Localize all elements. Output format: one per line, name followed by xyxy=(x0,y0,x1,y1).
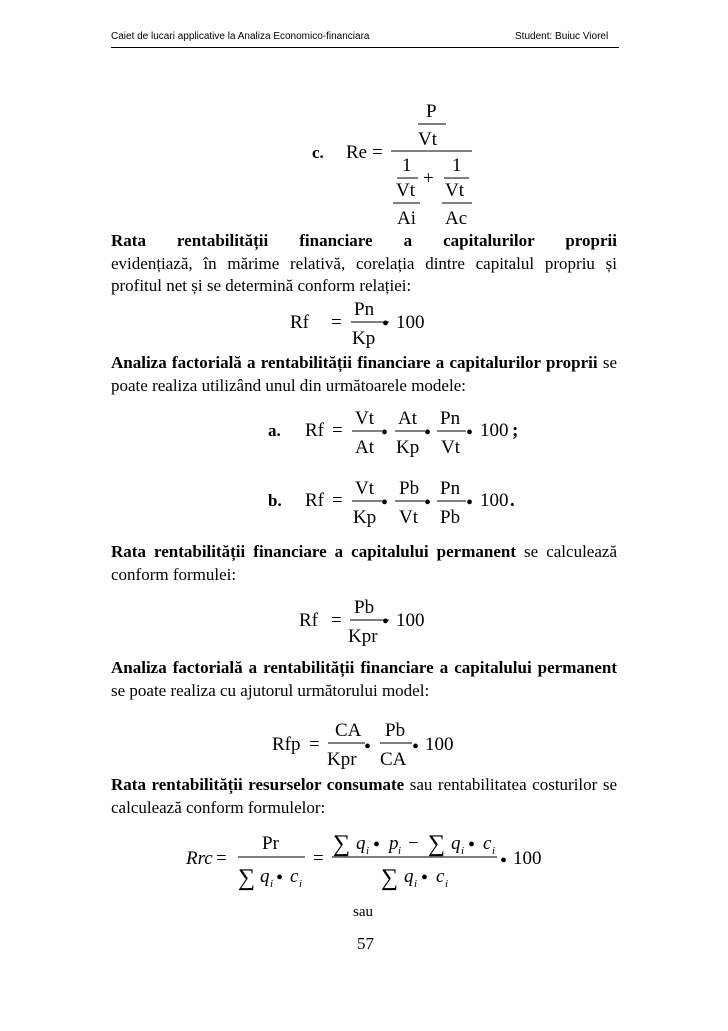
bullet: • xyxy=(424,422,432,444)
terminator: ; xyxy=(512,420,519,441)
formula-lhs: Rf xyxy=(305,490,324,511)
numerator: Pb xyxy=(354,597,375,618)
paragraph-analiza-proprii xyxy=(111,352,617,397)
formula-rfp xyxy=(0,713,728,773)
numerator: Pn xyxy=(354,299,375,320)
formula-c xyxy=(0,0,728,240)
header-right: Student: Buiuc Viorel xyxy=(515,31,609,42)
variable: p xyxy=(389,833,399,854)
bullet: • xyxy=(424,492,432,514)
subscript: i xyxy=(445,878,449,890)
page-number: 57 xyxy=(357,934,374,953)
bold-term: Rata rentabilității financiare a capitalului permanent xyxy=(111,542,516,561)
numerator: Vt xyxy=(418,129,437,150)
equals: = xyxy=(331,610,342,631)
bullet: • xyxy=(364,736,372,758)
paragraph-text: sau rentabilitatea costurilor se calculează conform formulelor: xyxy=(111,775,617,817)
formula-label: b. xyxy=(268,491,282,510)
numerator: Pn xyxy=(440,408,461,429)
denominator: Kp xyxy=(352,328,376,349)
minus-sign: − xyxy=(408,833,419,854)
equals: = xyxy=(216,848,227,869)
paragraph-text: se poate realiza utilizând unul din următoarele modele: xyxy=(111,353,618,395)
bullet: • xyxy=(276,867,284,889)
formula-model-b xyxy=(0,472,728,532)
numerator: Pr xyxy=(262,833,279,854)
denominator: Kp xyxy=(396,437,420,458)
bullet: • xyxy=(466,492,474,514)
denominator: Kpr xyxy=(348,626,378,647)
equals: = xyxy=(331,312,342,333)
bullet: • xyxy=(412,736,420,758)
equals: = xyxy=(372,142,383,163)
bullet: • xyxy=(468,834,476,856)
numerator: Pb xyxy=(385,720,406,741)
variable: q xyxy=(260,866,270,887)
formula-rf-proprii xyxy=(0,295,728,355)
subscript: i xyxy=(398,845,402,857)
constant: 100 xyxy=(480,420,509,441)
variable: q xyxy=(451,833,461,854)
equals: = xyxy=(332,420,343,441)
inner-denominator: Vt xyxy=(396,180,415,201)
constant: 100 xyxy=(396,610,425,631)
sum-icon: ∑ xyxy=(333,831,351,857)
inner-denominator: Vt xyxy=(445,180,464,201)
bullet: • xyxy=(373,834,381,856)
paragraph-rata-fin-permanent xyxy=(111,541,617,586)
formula-lhs: Rrc xyxy=(186,848,213,869)
denominator: Kp xyxy=(353,507,377,528)
paragraph-rata-resurse xyxy=(111,774,617,819)
formula-label: a. xyxy=(268,421,281,440)
paragraph-text: se calculează conform formulei: xyxy=(111,542,617,584)
denominator: Pb xyxy=(440,507,461,528)
bullet: • xyxy=(382,313,390,335)
formula-lhs: Rf xyxy=(290,312,309,333)
plus-sign: + xyxy=(423,168,434,189)
numerator: At xyxy=(398,408,417,429)
bullet: • xyxy=(382,611,390,633)
formula-model-a xyxy=(0,402,728,462)
formula-label: c. xyxy=(312,143,324,162)
formula-lhs: Rf xyxy=(299,610,318,631)
paragraph-text: evidențiază, în mărime relativă, corelația dintre capitalul propriu și profitul net și se determină conform relației: xyxy=(111,253,617,295)
formula-rrc xyxy=(0,824,728,904)
denominator: Kpr xyxy=(327,749,357,770)
subscript: i xyxy=(366,845,370,857)
bullet: • xyxy=(466,422,474,444)
denominator: Vt xyxy=(399,507,418,528)
variable: c xyxy=(290,866,299,887)
terminator: . xyxy=(510,490,515,511)
equals: = xyxy=(313,848,324,869)
paragraph-text: se poate realiza cu ajutorul următorului model: xyxy=(111,680,430,700)
equals: = xyxy=(332,490,343,511)
sum-icon: ∑ xyxy=(381,865,399,891)
subscript: i xyxy=(270,878,274,890)
bold-term: Rata rentabilității resurselor consumate xyxy=(111,775,405,794)
numerator: Pb xyxy=(399,478,420,499)
variable: c xyxy=(483,833,492,854)
inner-numerator: 1 xyxy=(452,155,462,176)
formula-lhs: Rfp xyxy=(272,734,301,755)
subscript: i xyxy=(299,878,303,890)
denominator: Ai xyxy=(397,208,416,229)
numerator: P xyxy=(426,101,437,122)
numerator: Vt xyxy=(355,408,374,429)
constant: 100 xyxy=(396,312,425,333)
header-left: Caiet de lucari applicative la Analiza Economico-financiara xyxy=(111,31,370,42)
sum-icon: ∑ xyxy=(238,865,256,891)
constant: 100 xyxy=(480,490,509,511)
paragraph-analiza-permanent xyxy=(111,657,617,702)
paragraph-rata-fin-proprii xyxy=(111,230,617,298)
subscript: i xyxy=(461,845,465,857)
numerator: CA xyxy=(335,720,362,741)
inner-numerator: 1 xyxy=(402,155,412,176)
denominator: Vt xyxy=(441,437,460,458)
subscript: i xyxy=(414,878,418,890)
bullet: • xyxy=(421,867,429,889)
denominator: CA xyxy=(380,749,407,770)
bold-term: Analiza factorială a rentabilității financiare a capitalurilor proprii xyxy=(111,353,598,372)
variable: q xyxy=(404,866,414,887)
denominator: At xyxy=(355,437,374,458)
formula-lhs: Re xyxy=(346,142,368,163)
denominator: Ac xyxy=(445,208,468,229)
variable: q xyxy=(356,833,366,854)
variable: c xyxy=(436,866,445,887)
bold-term: Rata rentabilității financiare a capitalurilor proprii xyxy=(111,231,617,250)
bullet: • xyxy=(381,422,389,444)
formula-lhs: Rf xyxy=(305,420,324,441)
bold-term: Analiza factorială a rentabilității financiare a capitalului permanent xyxy=(111,658,617,677)
equals: = xyxy=(309,734,320,755)
connector-sau: sau xyxy=(353,904,373,920)
constant: 100 xyxy=(425,734,454,755)
subscript: i xyxy=(492,845,496,857)
numerator: Pn xyxy=(440,478,461,499)
formula-rf-permanent xyxy=(0,593,728,653)
bullet: • xyxy=(500,850,508,872)
constant: 100 xyxy=(513,848,542,869)
numerator: Vt xyxy=(355,478,374,499)
sum-icon: ∑ xyxy=(428,831,446,857)
bullet: • xyxy=(381,492,389,514)
